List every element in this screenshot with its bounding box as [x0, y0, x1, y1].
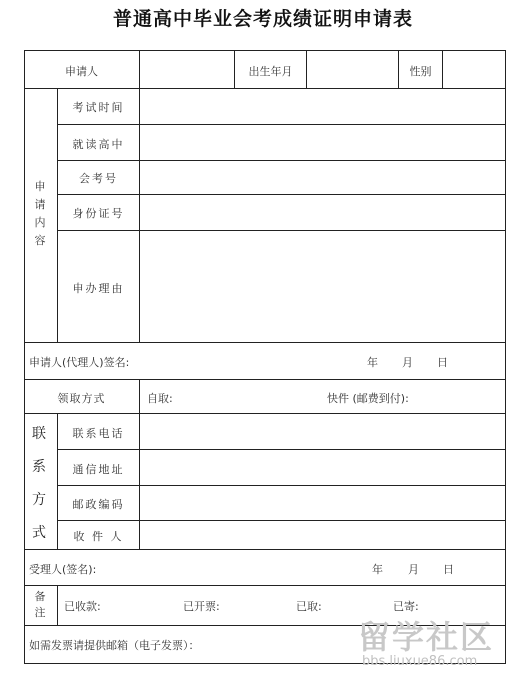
- invoiced: 已开票:: [183, 600, 220, 613]
- receiver-month: 月: [408, 563, 419, 576]
- birth-field[interactable]: [307, 51, 398, 88]
- invoice-email-field[interactable]: [245, 627, 355, 661]
- border-left: [24, 50, 25, 664]
- high-school-field[interactable]: [140, 125, 505, 160]
- watermark-logo: 留学社区: [358, 618, 495, 656]
- self-pickup-option[interactable]: 自取:: [147, 392, 173, 405]
- rule-pickup-label-right: [139, 379, 140, 414]
- reason-label: 申办理由: [72, 282, 125, 295]
- border-bottom: [24, 663, 506, 664]
- high-school-label: 就读高中: [72, 138, 125, 151]
- signature-month: 月: [402, 356, 413, 369]
- page-title: 普通高中毕业会考成绩证明申请表: [112, 8, 413, 30]
- phone-label: 联系电话: [72, 427, 125, 440]
- birth-label: 出生年月: [248, 65, 293, 78]
- exam-number-field[interactable]: [140, 161, 505, 194]
- received-payment: 已收款:: [64, 600, 101, 613]
- recipient-label: 收 件 人: [73, 530, 124, 543]
- remarks-label: 备注: [34, 590, 46, 619]
- border-right: [505, 50, 506, 664]
- postcode-field[interactable]: [140, 486, 505, 520]
- picked-up: 已取:: [296, 600, 322, 613]
- applicant-label: 申请人: [65, 65, 98, 78]
- invoice-email-label: 如需发票请提供邮箱（电子发票）：: [29, 639, 200, 652]
- exam-number-label: 会考号: [79, 172, 118, 185]
- rule-content-bottom: [24, 342, 506, 343]
- signature-year: 年: [367, 356, 378, 369]
- contact-label: 联系方式: [32, 426, 46, 541]
- address-field[interactable]: [140, 450, 505, 485]
- phone-field[interactable]: [140, 414, 505, 449]
- gender-label: 性别: [409, 65, 432, 78]
- rule-signature-bottom: [24, 379, 506, 380]
- express-option[interactable]: 快件 (邮费到付):: [327, 392, 409, 405]
- rule-remarks-bottom: [24, 625, 506, 626]
- receiver-day: 日: [443, 563, 454, 576]
- rule-receiver-bottom: [24, 585, 506, 586]
- border-top: [24, 50, 506, 51]
- rule-remarks-label-right: [57, 585, 58, 626]
- id-number-label: 身份证号: [72, 207, 125, 220]
- reason-field[interactable]: [140, 231, 505, 342]
- id-number-field[interactable]: [140, 195, 505, 230]
- receiver-label: 受理人(签名):: [29, 563, 97, 576]
- receiver-year: 年: [372, 563, 383, 576]
- signature-label: 申请人(代理人)签名:: [29, 356, 130, 369]
- exam-time-label: 考试时间: [72, 101, 125, 114]
- watermark-url: bbs.liuxue86.com: [362, 654, 478, 669]
- mailed: 已寄:: [393, 600, 419, 613]
- address-label: 通信地址: [72, 463, 125, 476]
- postcode-label: 邮政编码: [72, 498, 125, 511]
- rule-contact-bottom: [24, 549, 506, 550]
- pickup-method-label: 领取方式: [57, 392, 106, 405]
- exam-time-field[interactable]: [140, 89, 505, 124]
- gender-field[interactable]: [443, 51, 505, 88]
- application-content-label: 申请内容: [34, 180, 46, 247]
- signature-day: 日: [437, 356, 448, 369]
- applicant-name-field[interactable]: [140, 51, 234, 88]
- recipient-field[interactable]: [140, 521, 505, 549]
